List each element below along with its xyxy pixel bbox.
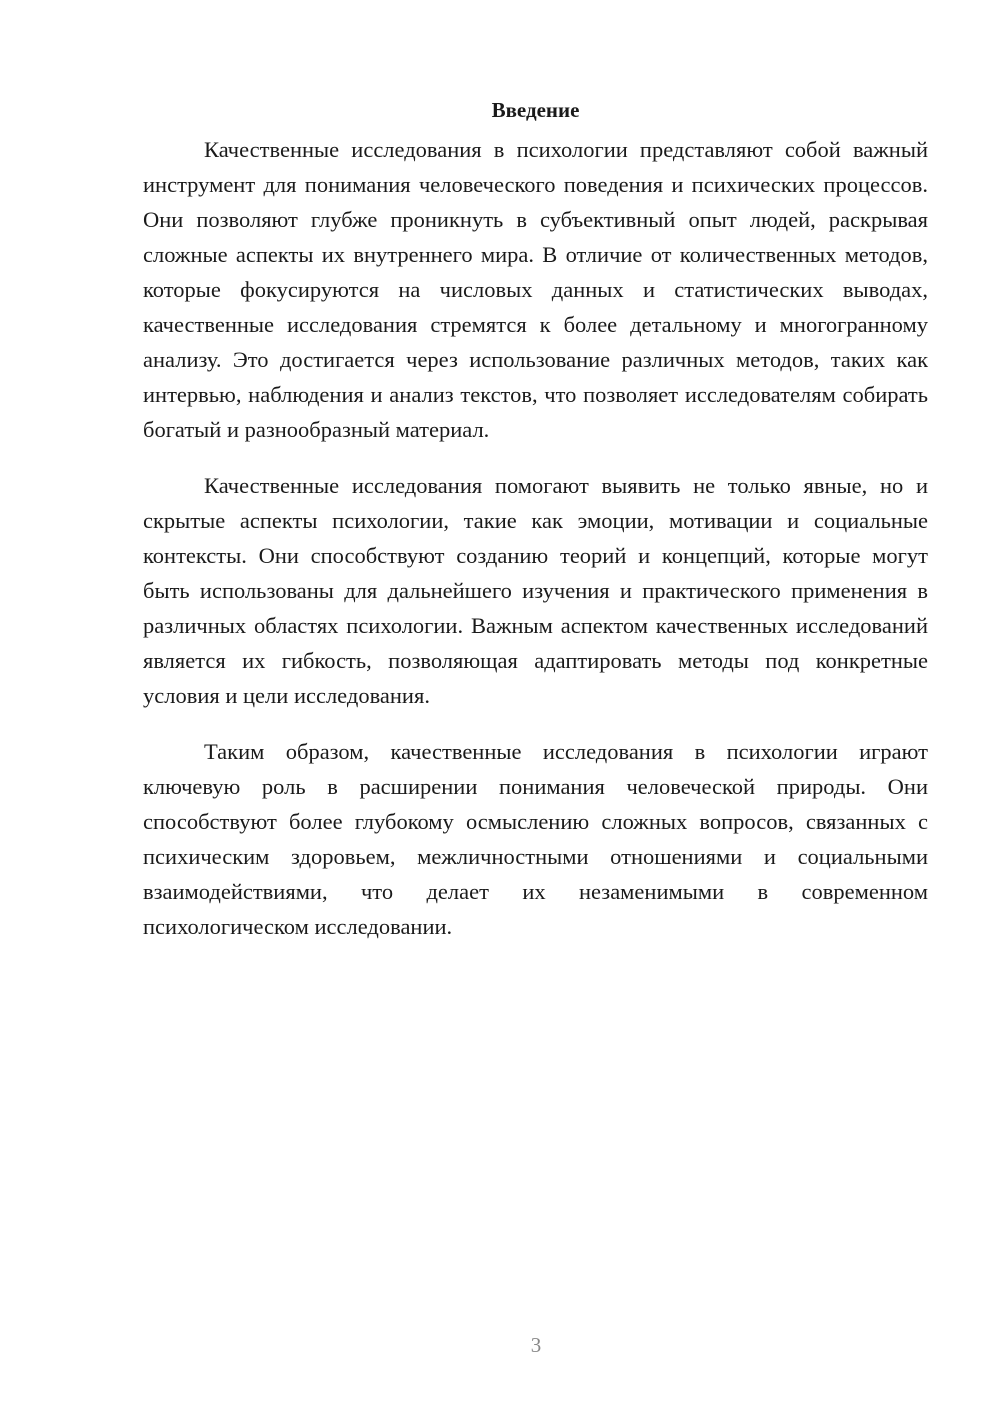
section-title: Введение bbox=[491, 98, 580, 122]
page-number: 3 bbox=[530, 1333, 542, 1357]
paragraph-1: Качественные исследования в психологии представляют собой важный инструмент для понимания человеческого поведения и психических процессов. Они позволяют глубже проникнуть в субъективный опыт людей, раскрывая сложные аспекты их внутреннего мира. В отличие от количественных методов, которые фокусируются на числовых данных и статистических выводах, качественные исследования стремятся к более детальному и многогранному анализу. Это достигается через использование различных методов, таких как интервью, наблюдения и анализ текстов, что позволяет исследователям собирать богатый и разнообразный материал. bbox=[143, 137, 928, 442]
paragraph-3: Таким образом, качественные исследования в психологии играют ключевую роль в расширении понимания человеческой природы. Они способствуют более глубокому осмыслению сложных вопросов, связанных с психическим здоровьем, межличностными отношениями и социальными взаимодействиями, что делает их незаменимыми в современном психологическом исследовании. bbox=[143, 739, 928, 939]
paragraph-2: Качественные исследования помогают выявить не только явные, но и скрытые аспекты психологии, такие как эмоции, мотивации и социальные контексты. Они способствуют созданию теорий и концепций, которые могут быть использованы для дальнейшего изучения и практического применения в различных областях психологии. Важным аспектом качественных исследований является их гибкость, позволяющая адаптировать методы под конкретные условия и цели исследования. bbox=[143, 473, 928, 708]
document-body bbox=[143, 92, 928, 965]
